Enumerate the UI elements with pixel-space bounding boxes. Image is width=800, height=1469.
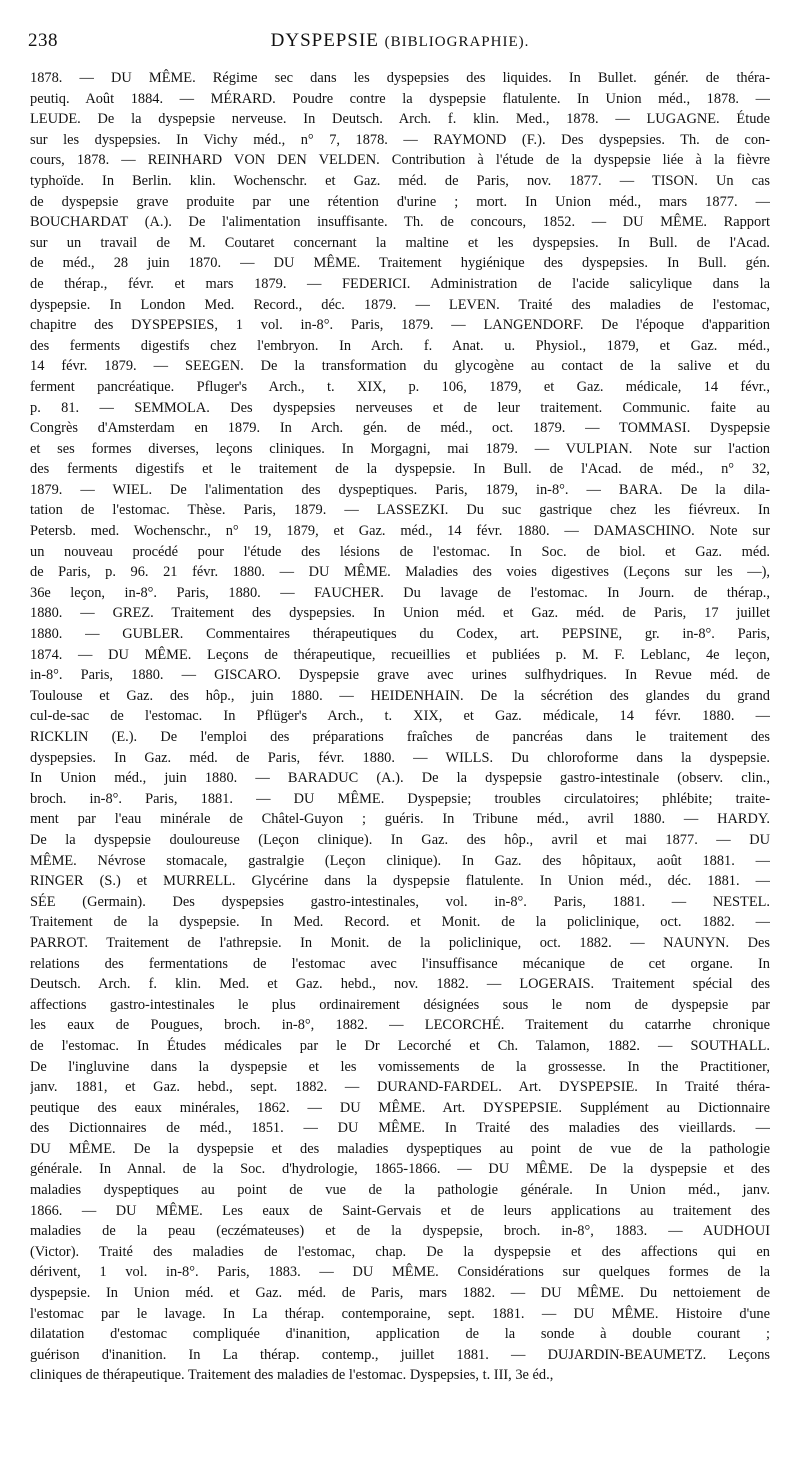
text-line: cliniques de thérapeutique. Traitement des maladies de l'estomac. Dyspepsies, t. III, 3e éd., [30, 1367, 554, 1384]
text-line: ment par l'eau minérale de Châtel-Guyon ; guéris. In Tribune méd., avril 1880. — HARDY. [30, 811, 770, 828]
text-line: DU MÊME. De la dyspepsie et des maladies dyspeptiques au point de vue de la pathologie [30, 1140, 770, 1157]
text-line: Deutsch. Arch. f. klin. Med. et Gaz. hebd., nov. 1882. — LOGERAIS. Traitement spécial des [30, 976, 770, 993]
text-line: les eaux de Pougues, broch. in-8°, 1882. — LECORCHÉ. Traitement du catarrhe chronique [30, 1017, 770, 1034]
running-title-sub: (BIBLIOGRAPHIE). [384, 34, 530, 50]
text-line: 1866. — DU MÊME. Les eaux de Saint-Gervais et de leurs applications au traitement des [30, 1202, 770, 1219]
text-line: chapitre des DYSPEPSIES, 1 vol. in-8°. Paris, 1879. — LANGENDORF. De l'époque d'apparition [30, 317, 770, 334]
running-title-main: DYSPEPSIE [270, 30, 379, 51]
text-line: et ses formes diverses, leçons cliniques. In Morgagni, mai 1879. — VULPIAN. Note sur l'action [30, 440, 770, 457]
text-line: (Victor). Traité des maladies de l'estomac, chap. De la dyspepsie et des affections qui en [30, 1243, 770, 1260]
text-line: des ferments digestifs chez l'embryon. In Arch. f. Anat. u. Physiol., 1879, et Gaz. méd., [30, 337, 770, 354]
text-line: RINGER (S.) et MURRELL. Glycérine dans la dyspepsie flatulente. In Union méd., déc. 1881. — [30, 873, 770, 890]
text-line: 1880. — GREZ. Traitement des dyspepsies. In Union méd. et Gaz. méd. de Paris, 17 juillet [30, 605, 770, 622]
text-line: p. 81. — SEMMOLA. Des dyspepsies nerveuses et de leur traitement. Communic. faite au [30, 399, 770, 416]
text-line: 1880. — GUBLER. Commentaires thérapeutiques du Codex, art. PEPSINE, gr. in-8°. Paris, [30, 626, 770, 643]
page-number: 238 [28, 30, 58, 51]
text-line: de Paris, p. 96. 21 févr. 1880. — DU MÊME. Maladies des voies digestives (Leçons sur les —), [30, 564, 770, 581]
text-line: l'estomac par le lavage. In La thérap. contemporaine, sept. 1881. — DU MÊME. Histoire d'une [30, 1305, 770, 1322]
text-line: SÉE (Germain). Des dyspepsies gastro-intestinales, vol. in-8°. Paris, 1881. — NESTEL. [30, 893, 770, 910]
text-line: sur les dyspepsies. In Vichy méd., n° 7, 1878. — RAYMOND (F.). Des dyspepsies. Th. de con- [30, 131, 770, 148]
text-line: dérivent, 1 vol. in-8°. Paris, 1883. — DU MÊME. Considérations sur quelques formes de la [30, 1264, 770, 1281]
text-line: typhoïde. In Berlin. klin. Wochenschr. et Gaz. méd. de Paris, nov. 1877. — TISON. Un cas [30, 172, 770, 189]
text-line: BOUCHARDAT (A.). De l'alimentation insuffisante. Th. de concours, 1852. — DU MÊME. Rapport [30, 214, 770, 231]
text-line: janv. 1881, et Gaz. hebd., sept. 1882. — DURAND-FARDEL. Art. DYSPEPSIE. In Traité théra- [30, 1079, 770, 1096]
text-line: cours, 1878. — REINHARD VON DEN VELDEN. Contribution à l'étude de la dyspepsie liée à la fièvre [30, 152, 770, 169]
text-line: générale. In Annal. de la Soc. d'hydrologie, 1865-1866. — DU MÊME. De la dyspepsie et des [30, 1161, 770, 1178]
text-line: 1874. — DU MÊME. Leçons de thérapeutique, recueillies et publiées p. M. F. Leblanc, 4e leçon, [30, 646, 770, 663]
text-line: de méd., 28 juin 1870. — DU MÊME. Traitement hygiénique des dyspepsies. In Bull. gén. [30, 255, 770, 272]
text-line: cul-de-sac de l'estomac. In Pflüger's Arch., t. XIX, et Gaz. médicale, 14 févr. 1880. — [30, 708, 770, 725]
text-line: dyspepsies. In Gaz. méd. de Paris, févr. 1880. — WILLS. Du chloroforme dans la dyspepsie. [30, 749, 770, 766]
text-line: sur un travail de M. Coutaret concernant la maltine et les dyspepsies. In Bull. de l'Acad. [30, 234, 770, 251]
text-line: maladies dyspeptiques au point de vue de la pathologie générale. In Union méd., janv. [30, 1182, 770, 1199]
text-line: 14 févr. 1879. — SEEGEN. De la transformation du glycogène au contact de la salive et du [30, 358, 770, 375]
text-line: peutique des eaux minérales, 1862. — DU MÊME. Art. DYSPEPSIE. Supplément au Dictionnaire [30, 1099, 770, 1116]
text-line: dyspepsie. In Union méd. et Gaz. méd. de Paris, mars 1882. — DU MÊME. Du nettoiement de [30, 1285, 770, 1302]
text-line: LEUDE. De la dyspepsie nerveuse. In Deutsch. Arch. f. klin. Med., 1878. — LUGAGNE. Étude [30, 111, 770, 128]
text-line: De l'ingluvine dans la dyspepsie et les vomissements de la grossesse. In the Practitioner, [30, 1058, 770, 1075]
text-line: de thérap., févr. et mars 1879. — FEDERICI. Administration de l'acide salicylique dans la [30, 275, 770, 292]
text-line: des ferments digestifs et le traitement de la dyspepsie. In Bull. de l'Acad. de méd., n° 32, [30, 461, 770, 478]
text-line: affections gastro-intestinales le plus ordinairement désignées sous le nom de dyspepsie par [30, 996, 770, 1013]
text-line: dilatation d'estomac compliquée d'inanition, application de la sonde à double courant ; [30, 1326, 770, 1343]
text-line: De la dyspepsie douloureuse (Leçon clinique). In Gaz. des hôp., avril et mai 1877. — DU [30, 831, 770, 848]
text-line: guérison d'inanition. In La thérap. contemp., juillet 1881. — DUJARDIN-BEAUMETZ. Leçons [30, 1346, 770, 1363]
text-line: tation de l'estomac. Thèse. Paris, 1879. — LASSEZKI. Du suc gastrique chez les fiévreux. In [30, 502, 770, 519]
text-line: maladies de la peau (eczémateuses) et de la dyspepsie, broch. in-8°, 1883. — AUDHOUI [30, 1223, 770, 1240]
running-title [28, 30, 772, 52]
text-line: des Dictionnaires de méd., 1851. — DU MÊME. In Traité des maladies des vieillards. — [30, 1120, 770, 1137]
text-line: ferment pancréatique. Pfluger's Arch., t. XIX, p. 106, 1879, et Gaz. médicale, 14 févr., [30, 378, 770, 395]
text-line: peutiq. Août 1884. — MÉRARD. Poudre contre la dyspepsie flatulente. In Union méd., 1878. — [30, 90, 770, 107]
text-line: RICKLIN (E.). De l'emploi des préparations fraîches de pancréas dans le traitement des [30, 729, 770, 745]
text-line: Petersb. med. Wochenschr., n° 19, 1879, et Gaz. méd., 14 févr. 1880. — DAMASCHINO. Note sur [30, 523, 770, 540]
text-line: broch. in-8°. Paris, 1881. — DU MÊME. Dyspepsie; troubles circulatoires; phlébite; traite- [30, 790, 770, 807]
text-line: un nouveau procédé pour l'étude des lésions de l'estomac. In Soc. de biol. et Gaz. méd. [30, 543, 770, 560]
text-line: 1879. — WIEL. De l'alimentation des dyspeptiques. Paris, 1879, in-8°. — BARA. De la dila- [30, 481, 770, 498]
text-line: dyspepsie. In London Med. Record., déc. 1879. — LEVEN. Traité des maladies de l'estomac, [30, 296, 770, 313]
text-line: PARROT. Traitement de l'athrepsie. In Monit. de la policlinique, oct. 1882. — NAUNYN. Des [30, 934, 770, 951]
text-line: de l'estomac. In Études médicales par le Dr Lecorché et Ch. Talamon, 1882. — SOUTHALL. [30, 1037, 770, 1054]
text-line: In Union méd., juin 1880. — BARADUC (A.). De la dyspepsie gastro-intestinale (observ. clin., [30, 770, 770, 787]
bibliography-text [30, 68, 770, 1386]
text-line: in-8°. Paris, 1880. — GISCARO. Dyspepsie grave avec urines sulfhydriques. In Revue méd. de [30, 667, 770, 684]
text-line: Congrès d'Amsterdam en 1879. In Arch. gén. de méd., oct. 1879. — TOMMASI. Dyspepsie [30, 420, 770, 437]
text-line: relations des fermentations de l'estomac avec l'insuffisance mécanique de cet organe. In [30, 955, 770, 972]
page-header [28, 30, 772, 56]
text-line: Traitement de la dyspepsie. In Med. Record. et Monit. de la policlinique, oct. 1882. — [30, 914, 770, 931]
text-line: 1878. — DU MÊME. Régime sec dans les dyspepsies des liquides. In Bullet. génér. de théra- [30, 70, 770, 86]
text-line: MÊME. Névrose stomacale, gastralgie (Leçon clinique). In Gaz. des hôpitaux, août 1881. — [30, 852, 770, 869]
text-line: 36e leçon, in-8°. Paris, 1880. — FAUCHER. Du lavage de l'estomac. In Journ. de thérap., [30, 584, 770, 601]
text-line: de dyspepsie grave produite par une rétention d'urine ; mort. In Union méd., mars 1877. — [30, 193, 770, 210]
text-line: Toulouse et Gaz. des hôp., juin 1880. — HEIDENHAIN. De la sécrétion des glandes du grand [30, 687, 770, 704]
